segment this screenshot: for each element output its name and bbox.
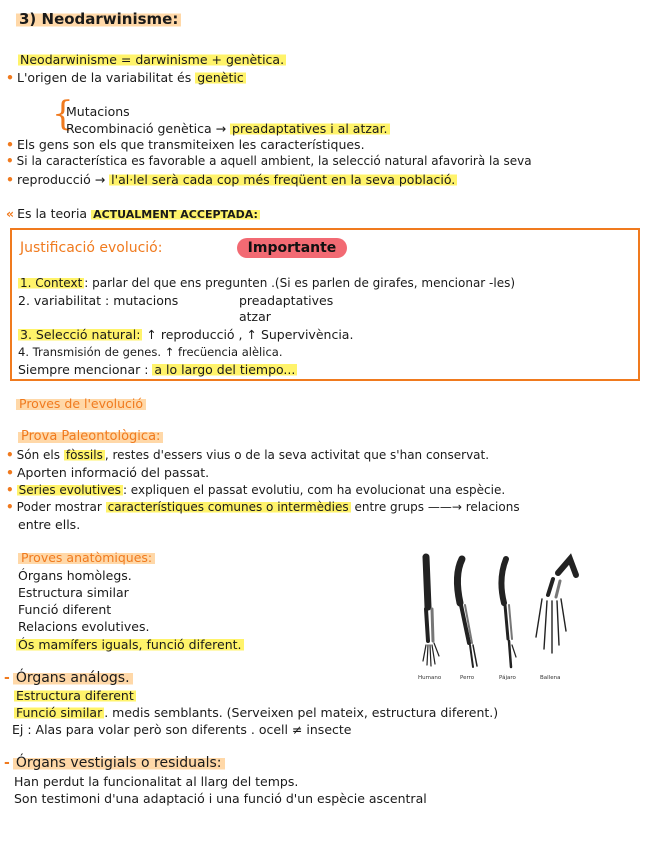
important-badge: Importante: [237, 238, 347, 258]
bird-wing-icon: [501, 559, 516, 667]
bullet-icon: •: [6, 500, 14, 514]
theory-text: Es la teoria: [17, 206, 88, 221]
analog-l2-highlight: Funció similar: [16, 705, 103, 720]
analog-line-1: [14, 688, 136, 703]
analog-line-2: [14, 705, 498, 720]
justification-heading: Justificació evolució:: [20, 240, 163, 256]
page-title: [16, 12, 181, 27]
analog-heading: [4, 671, 133, 686]
paleo-line-5: entre ells.: [18, 517, 81, 532]
paleo-line-4: [6, 500, 520, 515]
selection-text: Si la característica es favorable a aquell ambient, la selecció natural afavorirà la seva: [16, 154, 532, 168]
definition-text: Neodarwinisme = darwinisme + genètica.: [20, 52, 285, 67]
selection-line: [6, 154, 532, 169]
paleo-l3-rest: : expliquen el passat evolutiu, com ha evolucionat una espècie.: [122, 483, 506, 497]
dash-icon: -: [4, 755, 10, 771]
anat-heading: [18, 550, 155, 565]
justification-item-2: 2. variabilitat : mutacions: [18, 293, 179, 308]
arrow-icon: «: [6, 206, 15, 221]
anat-line-5: [16, 637, 244, 652]
paleo-line-1: [6, 448, 489, 463]
recombination-line: [66, 121, 390, 136]
title-text: 3) Neodarwinisme:: [16, 10, 181, 28]
item5-text: Siempre mencionar :: [18, 362, 149, 377]
paleo-l1-rest: , restes d'essers vius o de la seva activitat que s'han conservat.: [104, 448, 490, 462]
item1-text: : parlar del que ens pregunten .(Si es parlen de girafes, mencionar -les): [84, 276, 516, 290]
origin-text: L'origen de la variabilitat és: [17, 70, 192, 85]
item2-preadaptative: preadaptatives: [239, 293, 334, 308]
item3-highlight: 3. Selecció natural:: [20, 327, 141, 342]
caption-human: Humano: [418, 675, 442, 681]
brace-icon: {: [52, 94, 74, 134]
justification-item-5: [18, 362, 297, 377]
bullet-icon: •: [6, 70, 14, 85]
vestig-heading: [4, 756, 225, 771]
analog-l1-highlight: Estructura diferent: [16, 688, 134, 703]
analog-l2-rest: . medis semblants. (Serveixen pel mateix, estructura diferent.): [104, 705, 499, 720]
bullet-icon: •: [6, 448, 14, 462]
proves-heading-text: Proves de l'evolució: [16, 396, 146, 411]
proves-heading: [16, 396, 146, 411]
anat-l5-highlight: Ós mamífers iguals, funció diferent.: [18, 637, 242, 652]
paleo-l4-highlight: característiques comunes o intermèdies: [107, 500, 349, 514]
vestig-line-1: Han perdut la funcionalitat al llarg del temps.: [14, 774, 299, 789]
theory-highlight: ACTUALMENT ACCEPTADA:: [93, 208, 258, 221]
item3-text: ↑ reproducció , ↑ Supervivència.: [146, 327, 354, 342]
homologous-limbs-figure: [390, 545, 630, 690]
definition-line: [18, 52, 286, 67]
origin-line: [6, 70, 246, 85]
item2-atzar: atzar: [239, 309, 271, 324]
paleo-l4-pre: Poder mostrar: [16, 500, 102, 514]
caption-bird: Pájaro: [499, 675, 516, 681]
recombination-highlight: preadaptatives i al atzar.: [232, 121, 388, 136]
vestig-line-2: Son testimoni d'una adaptació i una funció d'un espècie ascentral: [14, 791, 427, 806]
paleo-heading-text: Prova Paleontològica:: [18, 429, 163, 444]
analog-line-3: Ej : Alas para volar però son diferents . ocell ≠ insecte: [12, 722, 352, 737]
justification-item-1: [18, 276, 515, 291]
paleo-l4-rest: entre grups ——→ relacions: [354, 500, 520, 514]
paleo-line-2: [6, 465, 209, 480]
anat-line-3: Funció diferent: [18, 602, 112, 617]
theory-line: [6, 206, 260, 222]
justification-item-3: [18, 327, 353, 342]
item1-highlight: 1. Context: [20, 276, 83, 290]
bullet-icon: •: [6, 154, 14, 168]
human-arm-icon: [423, 557, 439, 666]
anat-line-4: Relacions evolutives.: [18, 619, 150, 634]
whale-flipper-icon: [536, 559, 576, 653]
mutations-text: Mutacions: [66, 104, 130, 119]
vestig-heading-text: Órgans vestigials o residuals:: [13, 755, 225, 771]
paleo-l1-highlight: fòssils: [65, 448, 103, 462]
paleo-heading: [18, 429, 163, 444]
paleo-l2-text: Aporten informació del passat.: [17, 465, 210, 480]
reproduction-text: reproducció →: [17, 172, 106, 187]
anat-line-2: Estructura similar: [18, 585, 129, 600]
caption-whale: Ballena: [540, 675, 561, 681]
bullet-icon: •: [6, 137, 14, 152]
justification-item-4: 4. Transmisión de genes. ↑ frecüencia alèlica.: [18, 345, 283, 359]
bullet-icon: •: [6, 172, 14, 187]
item5-highlight: a lo largo del tiempo...: [154, 362, 296, 377]
bullet-icon: •: [6, 483, 14, 497]
dash-icon: -: [4, 670, 10, 686]
genes-line: [6, 137, 365, 152]
dog-leg-icon: [457, 559, 477, 667]
anat-line-1: Órgans homòlegs.: [18, 568, 132, 583]
analog-heading-text: Órgans análogs.: [13, 670, 133, 686]
anat-heading-text: Proves anatòmiques:: [18, 550, 155, 565]
recombination-text: Recombinació genètica →: [66, 121, 227, 136]
origin-highlight: genètic: [197, 70, 244, 85]
reproduction-highlight: l'al·lel serà cada cop més freqüent en la seva població.: [111, 172, 456, 187]
genes-text: Els gens son els que transmiteixen les característiques.: [17, 137, 365, 152]
paleo-l1-pre: Són els: [16, 448, 61, 462]
bullet-icon: •: [6, 465, 14, 480]
paleo-line-3: [6, 483, 505, 498]
caption-dog: Perro: [460, 675, 475, 681]
reproduction-line: [6, 172, 457, 187]
paleo-l3-highlight: Series evolutives: [18, 483, 121, 497]
